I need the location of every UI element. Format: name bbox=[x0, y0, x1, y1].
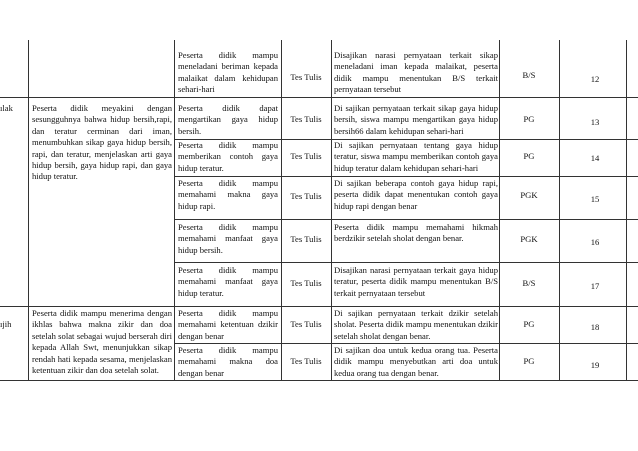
cell-bentuk-row-16: PGK bbox=[520, 234, 538, 244]
row-divider bbox=[0, 306, 638, 307]
cell-bentuk-row-13: PG bbox=[523, 114, 535, 124]
cell-soal-row-16: Peserta didik mampu memahami hikmah berdzikir setelah sholat dengan benar. bbox=[334, 222, 498, 244]
cell-no-row-12: 12 bbox=[590, 74, 600, 84]
cell-competency-description-1: Peserta didik meyakini dengan sesungguhnya bahwa hidup bersih,rapi, dan teratur cerminan dari iman, menumbuhkan sikap gaya hidup bersih, rapi, dan teratur, menjelaskan arti gaya hidup bersih, gaya hidup rapi, dan gaya hidup teratur. bbox=[32, 103, 172, 182]
cell-teknik-row-19: Tes Tulis bbox=[290, 356, 322, 366]
cell-no-row-17: 17 bbox=[590, 281, 600, 291]
cell-indikator-row-17: Peserta didik mampu memahami manfaat gaya hidup teratur. bbox=[178, 265, 278, 298]
row-divider bbox=[174, 219, 638, 220]
cell-indikator-row-19: Peserta didik mampu memahami makna doa dengan benar bbox=[178, 345, 278, 378]
row-divider bbox=[0, 97, 638, 98]
cell-bentuk-row-18: PG bbox=[523, 319, 535, 329]
cell-indikator-row-16: Peserta didik mampu memahami manfaat gaya hidup bersih. bbox=[178, 222, 278, 255]
cell-soal-row-12: Disajikan narasi pernyataan terkait sikap meneladani iman kepada malaikat, peserta didik mampu menentukan B/S terkait pernyataan tersebut bbox=[334, 50, 498, 95]
row-divider bbox=[174, 343, 638, 344]
cell-bentuk-row-17: B/S bbox=[522, 278, 536, 288]
cell-no-row-15: 15 bbox=[590, 194, 600, 204]
cell-bentuk-row-15: PGK bbox=[520, 190, 538, 200]
row-divider bbox=[174, 262, 638, 263]
cell-bentuk-row-12: B/S bbox=[522, 70, 536, 80]
cell-no-row-13: 13 bbox=[590, 117, 600, 127]
cell-soal-row-15: Di sajikan beberapa contoh gaya hidup rapi, peserta didik dapat menentukan contoh gaya hidup rapi dengan benar bbox=[334, 178, 498, 211]
column-divider bbox=[174, 40, 175, 381]
cell-teknik-row-12: Tes Tulis bbox=[290, 72, 322, 82]
row-divider bbox=[174, 176, 638, 177]
cell-soal-row-13: Di sajikan pernyataan terkait sikap gaya hidup bersih, siswa mampu mengartikan gaya hidup bersih66 dalam kehidupan sehari-hari bbox=[334, 103, 498, 136]
cell-teknik-row-13: Tes Tulis bbox=[290, 114, 322, 124]
cell-indikator-row-12: Peserta didik mampu meneladani beriman kepada malaikat dalam kehidupan sehari-hari bbox=[178, 50, 278, 95]
cell-teknik-row-17: Tes Tulis bbox=[290, 278, 322, 288]
column-divider bbox=[559, 40, 560, 381]
cell-teknik-row-16: Tes Tulis bbox=[290, 234, 322, 244]
cell-indikator-row-18: Peserta didik mampu memahami ketentuan dzikir dengan benar bbox=[178, 308, 278, 341]
cell-no-row-18: 18 bbox=[590, 322, 600, 332]
cell-soal-row-18: Di sajikan pernyataan terkait dzikir setelah sholat. Peserta didik mampu menentukan dzikir setelah sholat dengan benar. bbox=[334, 308, 498, 341]
column-divider bbox=[626, 40, 627, 381]
cell-teknik-row-18: Tes Tulis bbox=[290, 319, 322, 329]
column-divider bbox=[499, 40, 500, 381]
cell-competency-description-2: Peserta didik mampu menerima dengan ikhlas bahwa makna zikir dan doa setelah solat sebagai wujud berserah diri kepada Allah Swt, menunjukkan sikap rendah hati kepada sesama, menjelaskan ketentuan zikir dan doa setelah solat. bbox=[32, 308, 172, 376]
cell-indikator-row-13: Peserta didik dapat mengartikan gaya hidup bersih. bbox=[178, 103, 278, 136]
cell-soal-row-19: Di sajikan doa untuk kedua orang tua. Peserta didik mampu menyebutkan arti doa untuk kedua orang tua dengan benar. bbox=[334, 345, 498, 378]
cell-no-row-14: 14 bbox=[590, 153, 600, 163]
cell-teknik-row-14: Tes Tulis bbox=[290, 151, 322, 161]
cell-competency-label-2: ıjih bbox=[0, 319, 12, 329]
cell-competency-label-1: ılak bbox=[0, 103, 13, 113]
cell-soal-row-17: Disajikan narasi pernyataan terkait gaya hidup teratur, peserta didik mampu menentukan B/S terkait pernyataan tersebut bbox=[334, 265, 498, 298]
cell-bentuk-row-14: PG bbox=[523, 151, 535, 161]
cell-soal-row-14: Di sajikan pernyataan tentang gaya hidup teratur, siswa mampu memberikan contoh gaya hidup teratur dalam kehidupan sehari-hari bbox=[334, 140, 498, 173]
column-divider bbox=[281, 40, 282, 381]
cell-no-row-19: 19 bbox=[590, 360, 600, 370]
cell-indikator-row-14: Peserta didik mampu memberikan contoh gaya hidup teratur. bbox=[178, 140, 278, 173]
column-divider bbox=[331, 40, 332, 381]
table-bottom-border bbox=[0, 380, 638, 381]
row-divider bbox=[174, 139, 638, 140]
cell-teknik-row-15: Tes Tulis bbox=[290, 191, 322, 201]
cell-no-row-16: 16 bbox=[590, 237, 600, 247]
cell-bentuk-row-19: PG bbox=[523, 356, 535, 366]
column-divider bbox=[28, 40, 29, 381]
cell-indikator-row-15: Peserta didik mampu memahami makna gaya hidup rapi. bbox=[178, 178, 278, 211]
